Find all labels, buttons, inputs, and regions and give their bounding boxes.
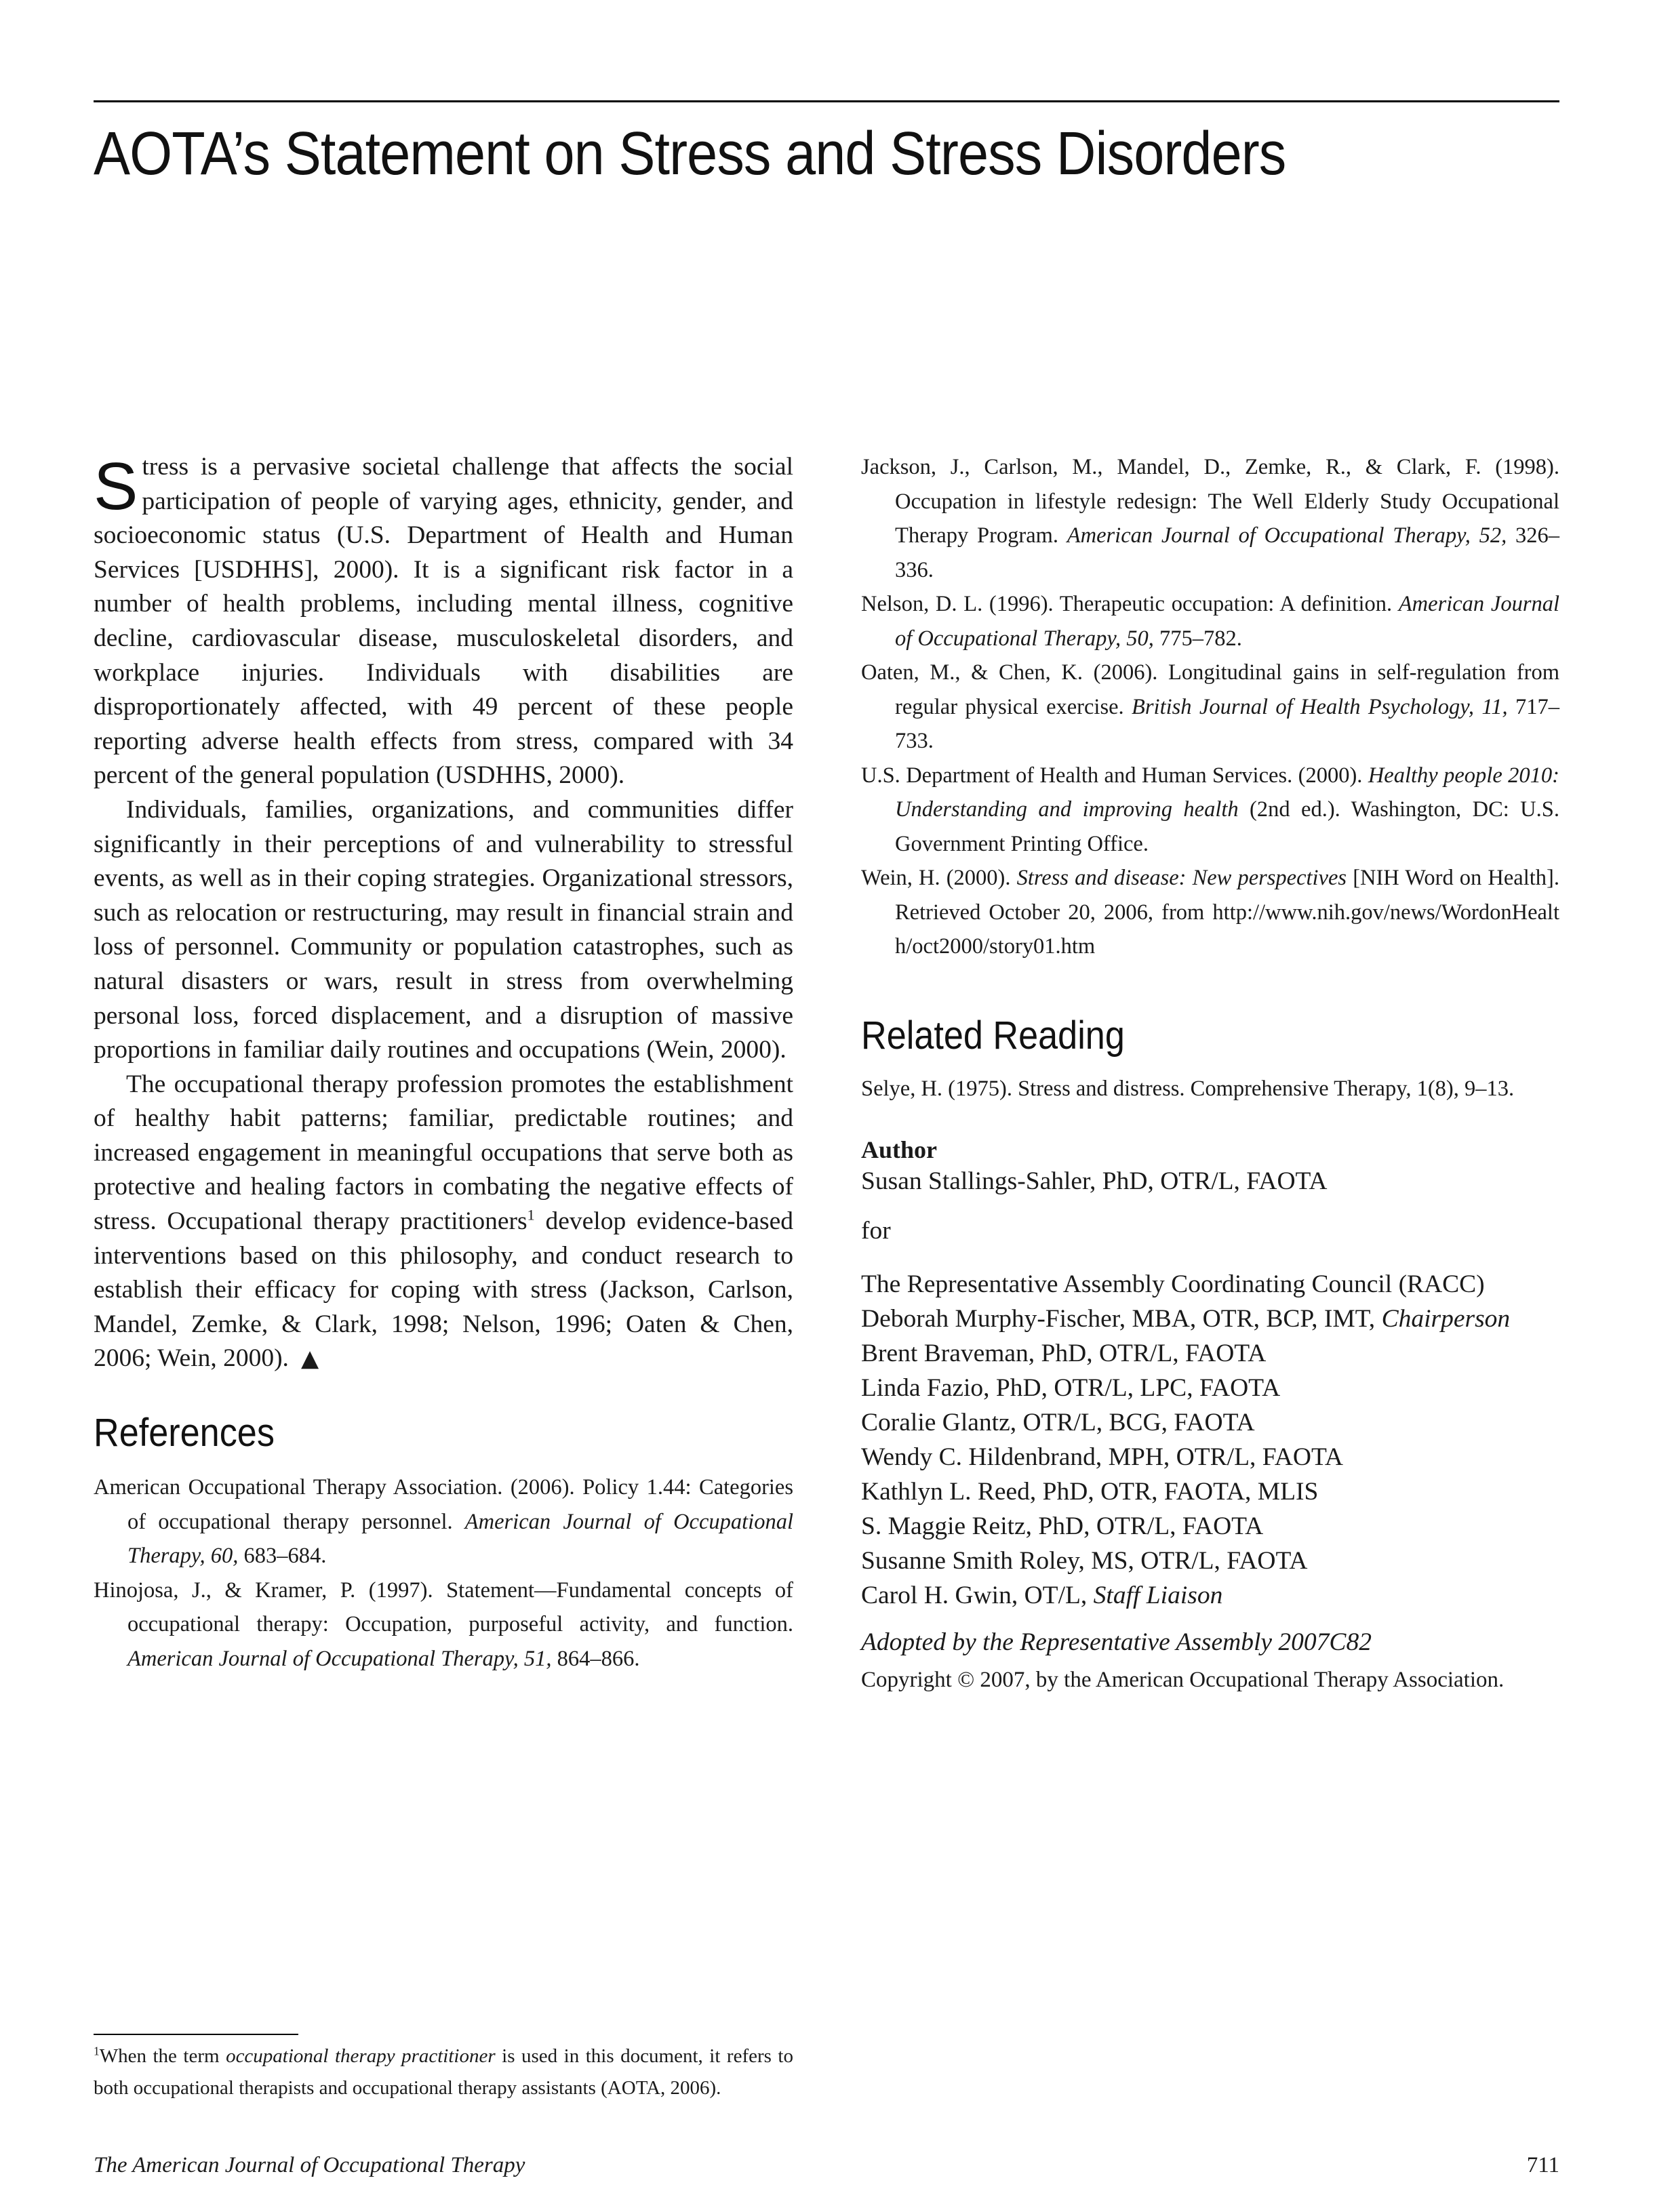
reference-item: Hinojosa, J., & Kramer, P. (1997). Statement—Fundamental concepts of occupational therapy: Occupation, purposeful activity, and function. American Journal of Occupational Therapy, 51, 864–866. (94, 1577, 793, 1671)
page-title: AOTA’s Statement on Stress and Stress Disorders (94, 120, 1286, 188)
top-rule (94, 100, 1559, 102)
reference-item: U.S. Department of Health and Human Services. (2000). Healthy people 2010: Understanding and improving health (2nd ed.). Washington, DC: U.S. Government Printing Office. (861, 763, 1559, 856)
adoption-note: Adopted by the Representative Assembly 2007C82 (861, 1628, 1372, 1656)
paragraph-1-text: tress is a pervasive societal challenge that affects the social participation of people of varying ages, ethnicity, gender, and socioeconomic status (U.S. Department of Health and Human Services [USDHHS], 2000). It is a significant risk factor in a number of health problems, including mental illness, cognitive decline, cardiovascular disease, musculoskeletal disorders, and workplace injuries. Individuals with disabilities are disproportionately affected, with 49 percent of these people reporting adverse health effects from stress, compared with 34 percent of the general population (USDHHS, 2000). (94, 453, 793, 790)
reference-item: Jackson, J., Carlson, M., Mandel, D., Zemke, R., & Clark, F. (1998). Occupation in lifestyle redesign: The Well Elderly Study Occupational Therapy Program. American Journal of Occupational Therapy, 52, 326–336. (861, 455, 1559, 582)
references-list-left (94, 1470, 793, 1676)
reference-item: Wein, H. (2000). Stress and disease: New perspectives [NIH Word on Health]. Retrieved October 20, 2006, from http://www.nih.gov/news/WordonHealth/oct2000/story01.htm (861, 866, 1559, 959)
paragraph-3-text-a: The occupational therapy profession promotes the establishment of healthy habit patterns; familiar, predictable routines; and increased engagement in meaningful occupations that serve both as protective and healing factors in combating the negative effects of stress. Occupational therapy practitioners (94, 1070, 793, 1236)
council-liaison: Carol H. Gwin, OT/L, Staff Liaison (861, 1582, 1223, 1609)
related-reading-heading: Related Reading (861, 1013, 1125, 1058)
council-member: Brent Braveman, PhD, OTR/L, FAOTA (861, 1340, 1267, 1367)
paragraph-2: Individuals, families, organizations, and communities differ significantly in their perceptions of and vulnerability to stressful events, as well as in their coping strategies. Organizational stressors, such as relocation or restructuring, may result in financial strain and loss of personnel. Community or population catastrophes, such as natural disasters or wars, result in stress from overwhelming personal loss, forced displacement, and a disruption of massive proportions in familiar daily routines and occupations (Wein, 2000). (94, 795, 793, 1064)
right-column (861, 450, 1559, 1693)
council-member: Wendy C. Hildenbrand, MPH, OTR/L, FAOTA (861, 1443, 1343, 1471)
paragraph-3 (94, 1068, 793, 1376)
copyright-notice: Copyright © 2007, by the American Occupational Therapy Association. (861, 1668, 1505, 1692)
council-member: Kathlyn L. Reed, PhD, OTR, FAOTA, MLIS (861, 1478, 1319, 1506)
references-heading: References (94, 1411, 275, 1455)
footnote: $^1$When the term occupational therapy practitioner is used in this document, it refers to both occupational therapists and occupational therapy assistants (AOTA, 2006). (94, 2044, 793, 2099)
reference-item: American Occupational Therapy Association. (2006). Policy 1.44: Categories of occupational therapy personnel. American Journal of Occupational Therapy, 60, 683–684. (94, 1475, 793, 1569)
end-triangle-icon: ▲ (300, 1345, 319, 1373)
paragraph-1 (94, 450, 793, 793)
footnote-marker: 1 (527, 1206, 535, 1224)
for-label: for (861, 1217, 891, 1245)
left-column (94, 450, 793, 1676)
reference-item: Oaten, M., & Chen, K. (2006). Longitudinal gains in self-regulation from regular physical exercise. British Journal of Health Psychology, 11, 717–733. (861, 660, 1559, 753)
journal-footer: The American Journal of Occupational Therapy (94, 2153, 525, 2177)
author-name: Susan Stallings-Sahler, PhD, OTR/L, FAOTA (861, 1167, 1328, 1195)
council-member: Coralie Glantz, OTR/L, BCG, FAOTA (861, 1409, 1255, 1436)
body-text (94, 450, 793, 1376)
related-reading-item: Selye, H. (1975). Stress and distress. Comprehensive Therapy, 1(8), 9–13. (861, 1076, 1515, 1101)
reference-item: Nelson, D. L. (1996). Therapeutic occupation: A definition. American Journal of Occupational Therapy, 50, 775–782. (861, 592, 1559, 651)
council-chair: Deborah Murphy-Fischer, MBA, OTR, BCP, IMT, Chairperson (861, 1305, 1511, 1333)
council-name: The Representative Assembly Coordinating Council (RACC) (861, 1270, 1485, 1298)
drop-cap: S (94, 449, 138, 523)
author-label: Author (861, 1136, 938, 1163)
paragraph-3-text-b: develop evidence-based interventions based on this philosophy, and conduct research to establish their efficacy for coping with stress (Jackson, Carlson, Mandel, Zemke, & Clark, 1998; Nelson, 1996; Oaten & Chen, 2006; Wein, 2000). (94, 1207, 793, 1373)
council-member: Linda Fazio, PhD, OTR/L, LPC, FAOTA (861, 1374, 1281, 1402)
council-member: S. Maggie Reitz, PhD, OTR/L, FAOTA (861, 1512, 1264, 1540)
page-number: 711 (1526, 2153, 1559, 2177)
references-list-right (861, 450, 1559, 964)
footnote-rule (94, 2034, 298, 2035)
council-member: Susanne Smith Roley, MS, OTR/L, FAOTA (861, 1547, 1308, 1575)
